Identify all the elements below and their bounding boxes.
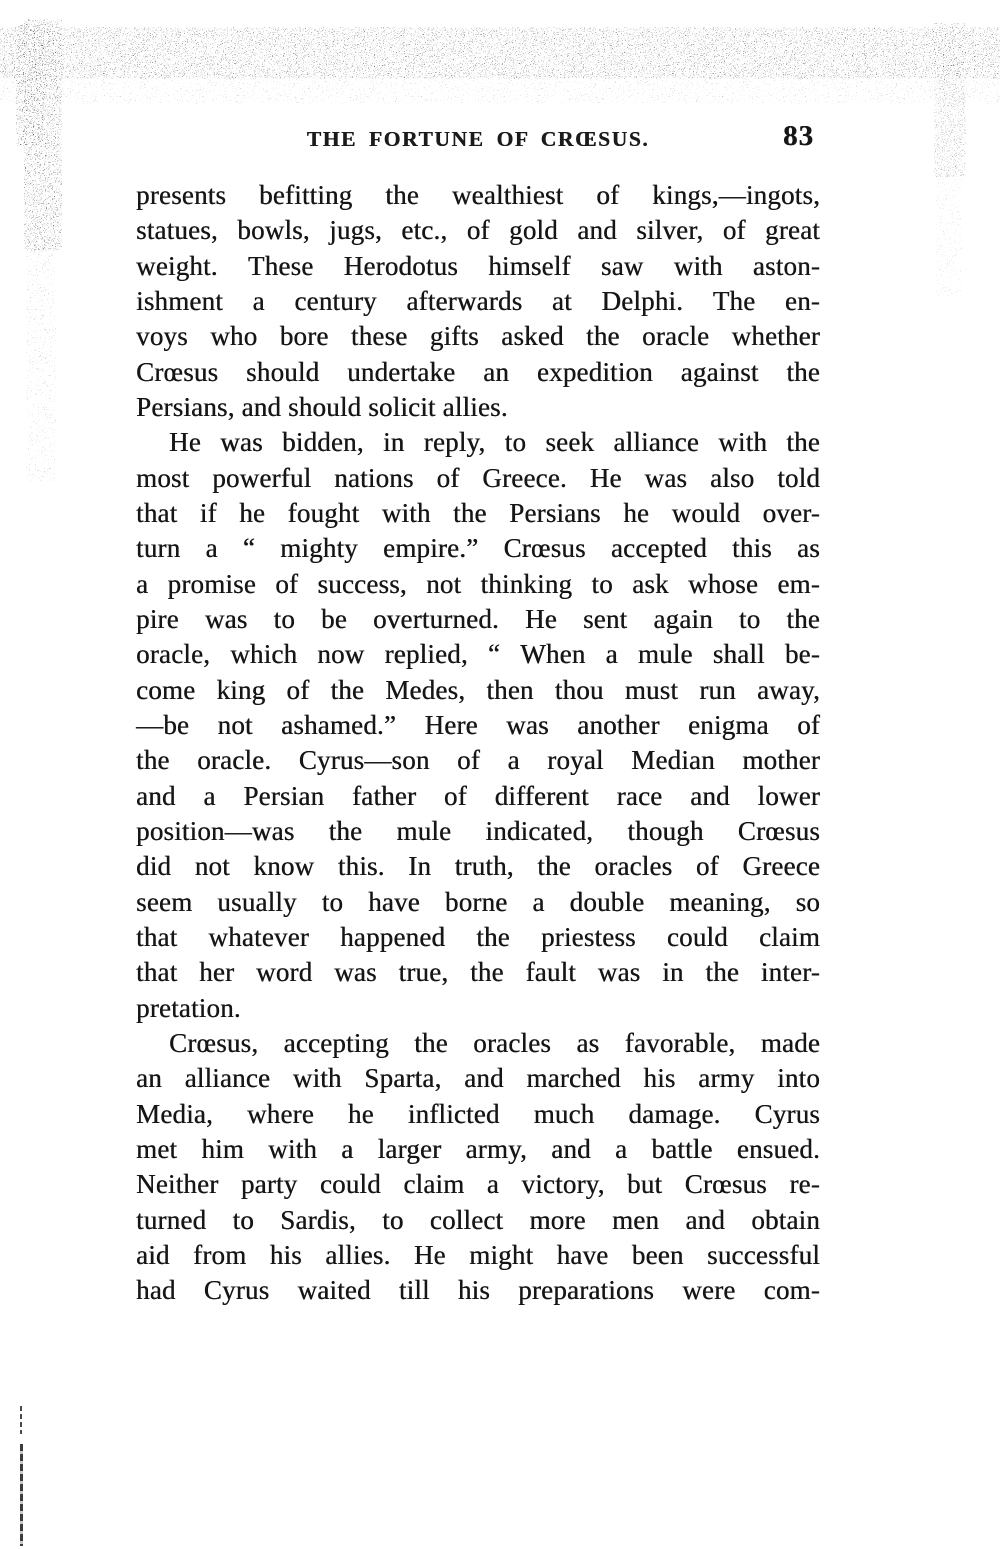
left-noise-band [26,30,60,240]
binding-edge-mark [20,1406,22,1434]
text-line: Media, where he inflicted much damage. Cyrus [136,1098,820,1129]
text-line: presents befitting the wealthiest of kings,—ingots, [136,180,820,210]
top-noise-band [22,30,984,76]
text-line: a promise of success, not thinking to ask whose em- [136,568,820,599]
text-line: voys who bore these gifts asked the oracle whether [136,321,820,352]
text-line: Crœsus, accepting the oracles as favorable, made [169,1027,820,1058]
page-title: THE FORTUNE OF CRŒSUS. [306,127,650,151]
running-head [136,120,820,156]
right-noise-band [936,30,964,170]
page-body [136,178,820,1309]
page-number: 83 [783,120,814,152]
text-line: that if he fought with the Persians he would over- [136,497,820,528]
text-line: the oracle. Cyrus—son of a royal Median mother [136,745,820,776]
text-line: statues, bowls, jugs, etc., of gold and silver, of great [136,215,820,246]
text-line: pretation. [136,992,241,1023]
text-line: Persians, and should solicit allies. [136,391,508,422]
text-line: most powerful nations of Greece. He was also told [136,462,820,493]
text-line: and a Persian father of different race and lower [136,780,820,811]
text-line: that her word was true, the fault was in the inter- [136,957,820,988]
text-line: come king of the Medes, then thou must run away, [136,674,820,705]
text-line: aid from his allies. He might have been successful [136,1239,820,1270]
text-line: pire was to be overturned. He sent again to the [136,603,820,634]
text-line: Crœsus should undertake an expedition against the [136,356,820,387]
text-line: ishment a century afterwards at Delphi. The en- [136,285,820,316]
text-line: turned to Sardis, to collect more men and obtain [136,1204,820,1235]
text-line: an alliance with Sparta, and marched his army into [136,1063,820,1094]
text-line: turn a “ mighty empire.” Crœsus accepted this as [136,533,820,564]
text-line: had Cyrus waited till his preparations were com- [136,1275,820,1306]
text-line: —be not ashamed.” Here was another enigma of [136,709,820,740]
text-line: met him with a larger army, and a battle ensued. [136,1133,820,1164]
text-line: weight. These Herodotus himself saw with aston- [136,250,820,281]
text-line: seem usually to have borne a double meaning, so [136,886,820,917]
text-line: He was bidden, in reply, to seek alliance with the [169,427,820,458]
text-line: Neither party could claim a victory, but Crœsus re- [136,1169,820,1200]
text-line: that whatever happened the priestess could claim [136,921,820,952]
binding-edge-mark [20,1444,23,1546]
text-line: oracle, which now replied, “ When a mule shall be- [136,639,820,670]
text-line: did not know this. In truth, the oracles of Greece [136,851,820,882]
text-line: position—was the mule indicated, though Crœsus [136,815,820,846]
